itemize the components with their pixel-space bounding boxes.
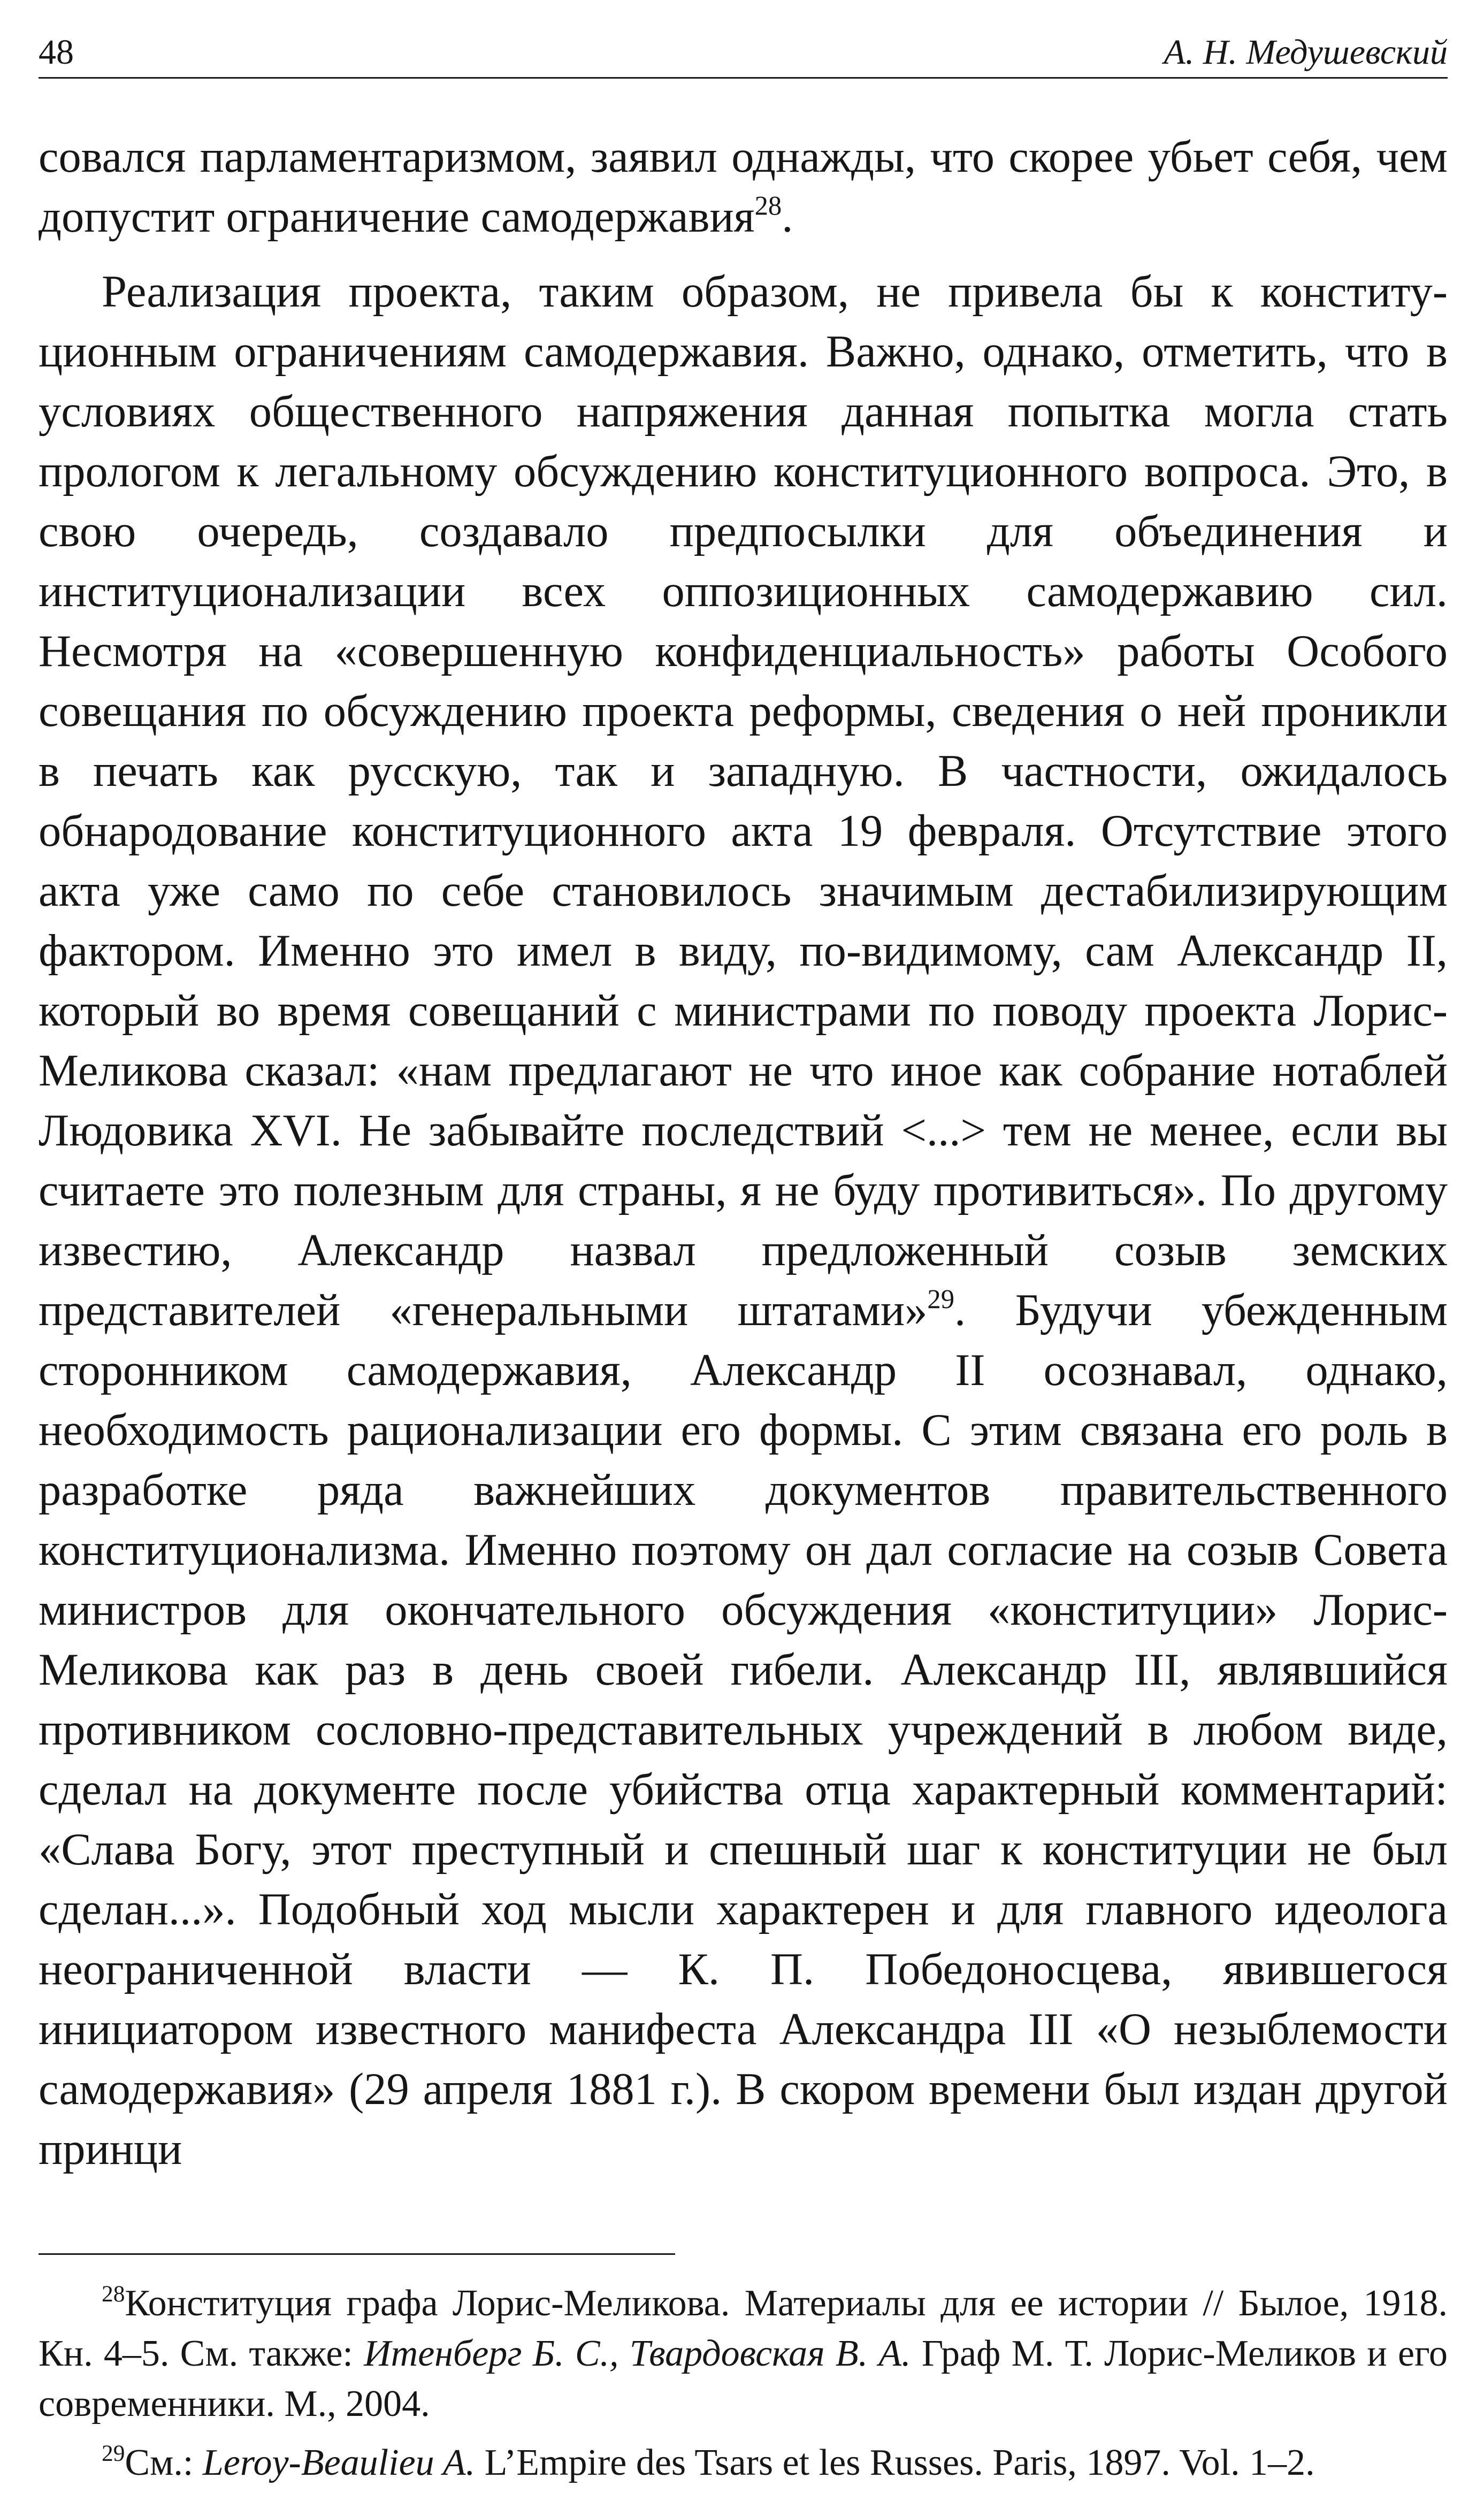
- footnote-29: [39, 2438, 1448, 2488]
- running-head: [39, 19, 1448, 79]
- main-text: [39, 127, 1448, 2179]
- footnote-28: [39, 2278, 1448, 2429]
- footnote-number: 29: [102, 2440, 125, 2466]
- paragraph-continued: [39, 127, 1448, 247]
- footnote-text: L’Empire des Tsars et les Russes. Paris, 1897. Vol. 1–2.: [475, 2442, 1315, 2483]
- footnote-text: Конституция графа Лорис-Меликова. Материалы для ее истории // Былое, 1918. Кн. 4–5. См. также:: [39, 2283, 1448, 2374]
- paragraph-2-continuation: . Будучи убежденным сторонником самодержавия, Александр II осознавал, однако, необходимость рационализации его формы. С этим связана его роль в разработке ряда важнейших документов правительственного конституционализма. Именно поэтому он дал согласие на созыв Совета министров для окончательного обсуждения «конституции» Лорис-Меликова как раз в день своей гибели. Александр III, являвшийся противником сословно-представительных учреждений в любом виде, сделал на документе после убийства отца характерный комментарий: «Слава Богу, этот преступный и спешный шаг к конституции не был сделан...». Подобный ход мысли характерен и для главного идеолога неограниченной власти — К. П. Победоносцева, явившегося инициатором известного манифеста Александра III «О незыблемости самодержавия» (29 апреля 1881 г.). В скором времени был издан другой принци: [39, 1286, 1448, 2174]
- footnote-separator: [39, 2253, 675, 2255]
- header-rule: [39, 77, 1448, 79]
- footnote-text: См.:: [125, 2442, 203, 2483]
- footnote-text: Граф М. Т. Лорис-Меликов и его современники. М., 2004.: [39, 2333, 1448, 2424]
- footnote-authors: Итенберг Б. С., Твардовская В. А.: [364, 2333, 911, 2374]
- book-page: [39, 19, 1448, 2483]
- footnote-ref-28[interactable]: 28: [754, 190, 782, 221]
- footnote-authors: Leroy-Beaulieu A.: [202, 2442, 476, 2483]
- footnote-number: 28: [102, 2281, 125, 2307]
- running-title-author: А. Н. Медушевский: [1164, 33, 1448, 72]
- page-number: 48: [39, 33, 74, 72]
- paragraph-2-text: Реализация проекта, таким образом, не привела бы к конституционным ограничениям самодержавия. Важно, однако, отметить, что в условиях общественного напряжения данная попытка могла стать прологом к легальному обсуждению конституционного вопроса. Это, в свою очередь, создавало предпосылки для объединения и институционализации всех оппозиционных самодержавию сил. Несмотря на «совершенную конфиденциальность» работы Особого совещания по обсуждению проекта реформы, сведения о ней проникли в печать как русскую, так и западную. В частности, ожидалось обнародование конституционного акта 19 февраля. Отсутствие этого акта уже само по себе становилось значимым дестабилизирующим фактором. Именно это имел в виду, по-видимому, сам Александр II, который во время совещаний с министрами по поводу проекта Лорис-Меликова сказал: «нам предлагают не что иное как собрание нотаблей Людовика XVI. Не забывайте последствий <...> тем не менее, если вы считаете это полезным для страны, я не буду противиться». По другому известию, Александр назвал предложенный созыв земских представителей «генеральными штатами»: [39, 267, 1448, 1335]
- paragraph-2: [39, 262, 1448, 2179]
- footnote-ref-29[interactable]: 29: [927, 1284, 955, 1314]
- paragraph-1-end: .: [782, 192, 793, 242]
- footnotes: [39, 2278, 1448, 2488]
- paragraph-1-text: совался парламентаризмом, заявил однажды, что скорее убьет себя, чем допустит ограничение самодержавия: [39, 132, 1448, 242]
